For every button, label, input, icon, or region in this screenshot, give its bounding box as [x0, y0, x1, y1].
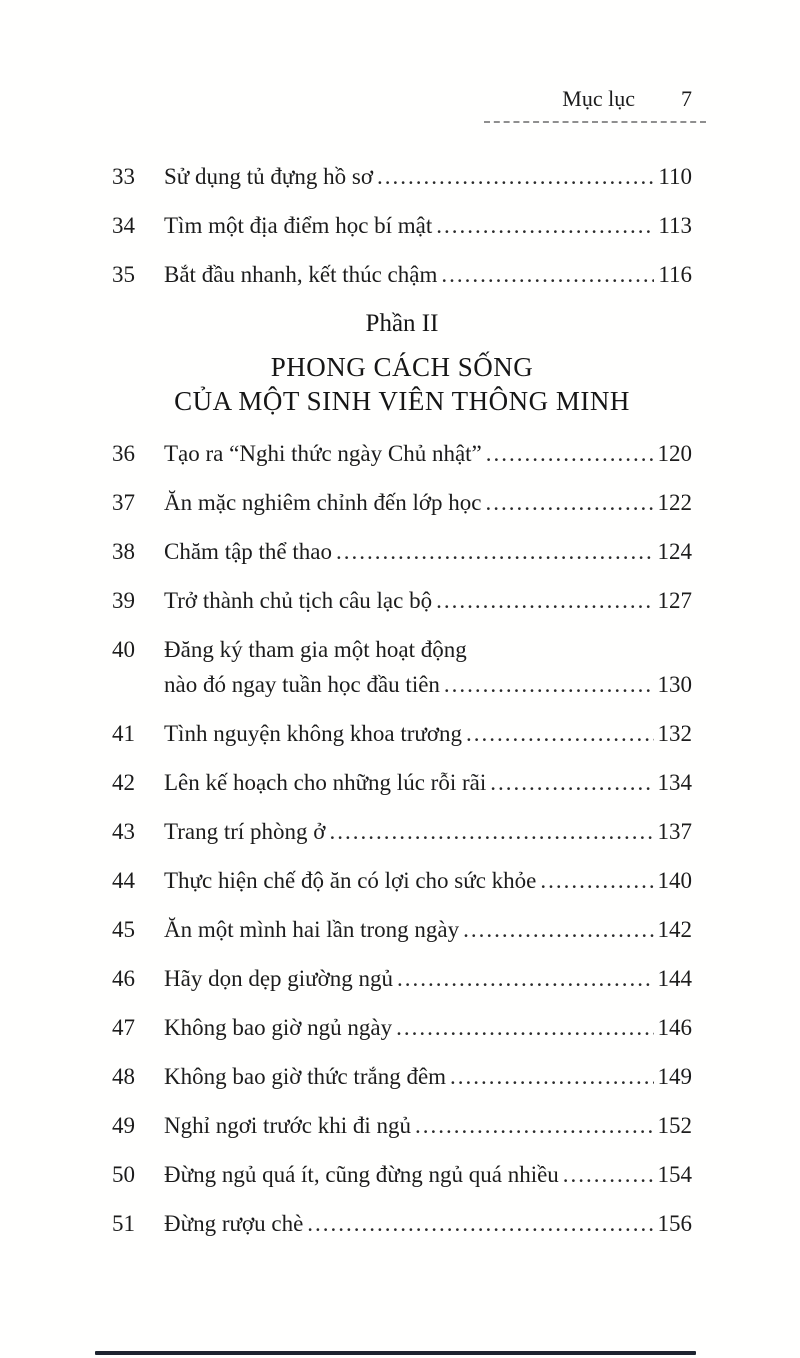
section-part-label: Phần II	[365, 310, 439, 337]
entry-number: 39	[112, 588, 135, 613]
toc-entry	[112, 440, 692, 468]
toc-entry-line	[112, 965, 692, 993]
entry-page-number: 156	[657, 1211, 692, 1236]
toc-entries-part1	[112, 163, 692, 289]
toc-entry	[112, 163, 692, 191]
entry-title: Ăn một mình hai lần trong ngày	[164, 917, 460, 942]
toc-entry-continuation-line	[112, 671, 692, 699]
entry-title: Đăng ký tham gia một hoạt động	[164, 637, 467, 662]
dotted-leader	[436, 212, 654, 240]
toc-entry-line	[112, 1161, 692, 1189]
entry-number: 38	[112, 539, 135, 564]
entry-title-continuation: nào đó ngay tuần học đầu tiên	[164, 672, 440, 697]
entry-page-number: 124	[657, 539, 692, 564]
dotted-leader	[444, 671, 654, 699]
entry-number: 44	[112, 868, 135, 893]
toc-entry	[112, 769, 692, 797]
entry-number: 42	[112, 770, 135, 795]
entry-page-number: 122	[657, 490, 692, 515]
toc-entry	[112, 1063, 692, 1091]
entry-number: 51	[112, 1211, 135, 1236]
entry-page-number: 149	[657, 1064, 692, 1089]
entry-number: 35	[112, 262, 135, 287]
toc-entry-line	[112, 818, 692, 846]
toc-entry-line	[112, 538, 692, 566]
toc-entry-line	[112, 587, 692, 615]
page-header	[484, 86, 706, 123]
entry-page-number: 116	[658, 262, 692, 287]
toc-entry	[112, 1014, 692, 1042]
entry-number: 43	[112, 819, 135, 844]
entry-page-number: 154	[657, 1162, 692, 1187]
toc-entry-line	[112, 867, 692, 895]
section-heading	[112, 310, 692, 418]
entry-title: Đừng rượu chè	[164, 1211, 304, 1236]
entry-number: 34	[112, 213, 135, 238]
toc-entry-line	[112, 440, 692, 468]
entry-title: Tạo ra “Nghi thức ngày Chủ nhật”	[164, 441, 482, 466]
entry-page-number: 152	[657, 1113, 692, 1138]
entry-title: Nghỉ ngơi trước khi đi ngủ	[164, 1113, 411, 1138]
dotted-leader	[441, 261, 654, 289]
entry-number: 33	[112, 164, 135, 189]
dotted-leader	[377, 163, 654, 191]
dotted-leader	[329, 818, 653, 846]
dotted-leader	[563, 1161, 654, 1189]
entry-number: 45	[112, 917, 135, 942]
dotted-leader	[450, 1063, 653, 1091]
dotted-leader	[463, 916, 653, 944]
entry-page-number: 110	[658, 164, 692, 189]
entry-number: 47	[112, 1015, 135, 1040]
section-title-line2: CỦA MỘT SINH VIÊN THÔNG MINH	[174, 386, 630, 416]
entry-title: Không bao giờ ngủ ngày	[164, 1015, 393, 1040]
entry-title: Tình nguyện không khoa trương	[164, 721, 463, 746]
toc-entry	[112, 916, 692, 944]
toc-entry	[112, 636, 692, 699]
toc-entries-part2	[112, 440, 692, 1238]
header-page-number: 7	[681, 86, 692, 111]
entry-page-number: 140	[657, 868, 692, 893]
entry-title: Ăn mặc nghiêm chỉnh đến lớp học	[164, 490, 482, 515]
toc-entry-line	[112, 636, 692, 664]
bottom-scan-edge-line	[95, 1351, 696, 1355]
entry-title: Đừng ngủ quá ít, cũng đừng ngủ quá nhiều	[164, 1162, 559, 1187]
toc-entry-line	[112, 1112, 692, 1140]
entry-title: Trang trí phòng ở	[164, 819, 326, 844]
entry-number: 36	[112, 441, 135, 466]
toc-entry	[112, 261, 692, 289]
dotted-leader	[415, 1112, 654, 1140]
toc-entry	[112, 212, 692, 240]
toc-entry-line	[112, 163, 692, 191]
entry-number: 49	[112, 1113, 135, 1138]
entry-number: 41	[112, 721, 135, 746]
entry-title: Chăm tập thể thao	[164, 539, 332, 564]
toc-entry	[112, 1210, 692, 1238]
entry-title: Bắt đầu nhanh, kết thúc chậm	[164, 262, 438, 287]
entry-number: 50	[112, 1162, 135, 1187]
entry-title: Thực hiện chế độ ăn có lợi cho sức khỏe	[164, 868, 537, 893]
toc-entry	[112, 1112, 692, 1140]
header-title: Mục lục	[562, 86, 635, 111]
toc-entry	[112, 720, 692, 748]
toc-entry-line	[112, 261, 692, 289]
entry-title: Tìm một địa điểm học bí mật	[164, 213, 433, 238]
entry-title: Lên kế hoạch cho những lúc rỗi rãi	[164, 770, 487, 795]
toc-entry	[112, 818, 692, 846]
toc-entry-line	[112, 1014, 692, 1042]
entry-title: Hãy dọn dẹp giường ngủ	[164, 966, 394, 991]
toc-entry	[112, 489, 692, 517]
section-title-line1: PHONG CÁCH SỐNG	[270, 352, 534, 382]
dotted-leader	[490, 769, 653, 797]
dotted-leader	[486, 440, 654, 468]
entry-number: 46	[112, 966, 135, 991]
entry-page-number: 144	[657, 966, 692, 991]
toc-entry-line	[112, 720, 692, 748]
dotted-leader	[396, 1014, 653, 1042]
entry-title: Trở thành chủ tịch câu lạc bộ	[164, 588, 433, 613]
dotted-leader	[307, 1210, 653, 1238]
dotted-leader	[336, 538, 654, 566]
entry-page-number: 134	[657, 770, 692, 795]
entry-number: 37	[112, 490, 135, 515]
entry-title: Sử dụng tủ đựng hồ sơ	[164, 164, 373, 189]
dotted-leader	[397, 965, 653, 993]
toc-entry-line	[112, 769, 692, 797]
entry-page-number: 120	[657, 441, 692, 466]
toc-entry	[112, 867, 692, 895]
dotted-leader	[540, 867, 653, 895]
entry-page-number: 130	[657, 672, 692, 697]
entry-number: 48	[112, 1064, 135, 1089]
entry-page-number: 146	[657, 1015, 692, 1040]
entry-page-number: 132	[657, 721, 692, 746]
dotted-leader	[436, 587, 653, 615]
toc-entry	[112, 538, 692, 566]
toc-entry-line	[112, 1063, 692, 1091]
dotted-leader	[485, 489, 653, 517]
entry-page-number: 113	[658, 213, 692, 238]
toc-entry	[112, 1161, 692, 1189]
toc-entry	[112, 587, 692, 615]
toc-entry-line	[112, 489, 692, 517]
entry-page-number: 142	[657, 917, 692, 942]
toc-entry-line	[112, 916, 692, 944]
dotted-leader	[466, 720, 653, 748]
entry-page-number: 127	[657, 588, 692, 613]
toc-entry-line	[112, 1210, 692, 1238]
entry-title: Không bao giờ thức trắng đêm	[164, 1064, 447, 1089]
toc-entry	[112, 965, 692, 993]
entry-number: 40	[112, 637, 135, 662]
entry-page-number: 137	[657, 819, 692, 844]
toc-entry-line	[112, 212, 692, 240]
